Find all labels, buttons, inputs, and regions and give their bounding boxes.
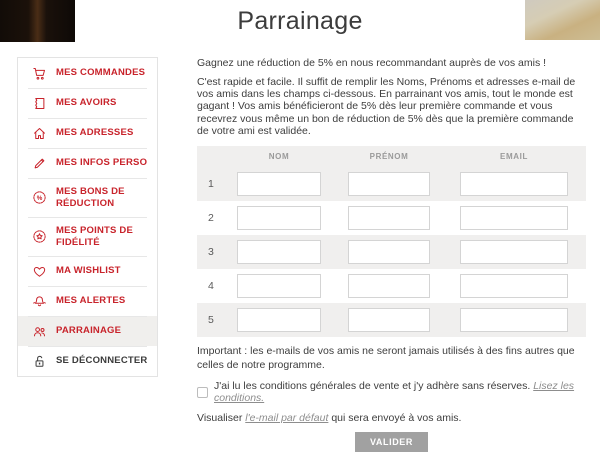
terms-checkbox[interactable] [197,387,208,398]
row-number: 5 [208,313,214,326]
sidebar-item-mes-infos-perso[interactable] [18,148,157,178]
prenom-input-row-2[interactable] [348,206,430,230]
star-badge-icon [31,229,47,244]
nom-input-row-5[interactable] [237,308,321,332]
referral-table-header [197,146,586,167]
email-input-row-4[interactable] [460,274,568,298]
sidebar-item-label: MES POINTS DE FIDÉLITÉ [56,225,134,248]
submit-row [197,432,586,452]
sidebar-item-label: MES BONS DE RÉDUCTION [56,186,125,209]
referral-row [197,269,586,303]
sidebar-item-parrainage[interactable] [18,316,157,346]
sidebar-item-label: MES COMMANDES [56,67,146,79]
people-icon [31,324,47,339]
nom-input-row-4[interactable] [237,274,321,298]
percent-badge-icon [31,190,47,205]
email-input-row-5[interactable] [460,308,568,332]
terms-row [197,380,586,404]
sidebar-item-label: MES ADRESSES [56,127,134,139]
referral-row [197,167,586,201]
cart-icon [31,66,47,81]
sidebar-item-mes-bons-de-reduction[interactable] [18,178,157,217]
referral-row [197,235,586,269]
sidebar-item-label: MES INFOS PERSO [56,157,148,169]
sidebar-item-mes-adresses[interactable] [18,118,157,148]
sidebar-item-label: MES ALERTES [56,295,126,307]
column-header-nom: NOM [268,151,290,161]
sidebar-item-mes-alertes[interactable] [18,286,157,316]
prenom-input-row-4[interactable] [348,274,430,298]
row-number: 4 [208,279,214,292]
sidebar-item-label: MA WISHLIST [56,265,121,277]
default-email-link[interactable]: l'e-mail par défaut [245,412,329,425]
sidebar-item-ma-wishlist[interactable] [18,256,157,286]
email-input-row-2[interactable] [460,206,568,230]
visualiser-suffix: qui sera envoyé à vos amis. [331,412,462,425]
description-paragraph: C'est rapide et facile. Il suffit de remplir les Noms, Prénoms et adresses e-mail de vos amis dans les champs ci-dessous. En parrainant vos amis, tout le monde est gagant ! Vos amis bénéficieront de 5% dès leur première commande et vous recevrez vous même un bon de réduction de 5% dès que la première commande de votre ami est validée. [197,76,576,137]
email-input-row-3[interactable] [460,240,568,264]
sidebar-item-mes-avoirs[interactable] [18,88,157,118]
conditions-link[interactable]: Lisez les conditions. [214,380,575,405]
referral-table [197,146,586,337]
valider-button[interactable]: VALIDER [355,432,428,452]
svg-text:%: % [36,194,42,202]
prenom-input-row-3[interactable] [348,240,430,264]
pencil-icon [31,156,47,171]
nom-input-row-3[interactable] [237,240,321,264]
home-icon [31,126,47,141]
prenom-input-row-5[interactable] [348,308,430,332]
column-header-email: EMAIL [500,151,528,161]
email-input-row-1[interactable] [460,172,568,196]
visualiser-prefix: Visualiser [197,412,243,425]
page-title: Parrainage [237,7,363,35]
referral-row [197,303,586,337]
sidebar-item-mes-points-de-fidelite[interactable] [18,217,157,256]
row-number: 1 [208,177,214,190]
heart-icon [31,264,47,279]
sidebar-item-label: PARRAINAGE [56,325,122,337]
parrainage-content [197,57,586,452]
sidebar-item-label: MES AVOIRS [56,97,117,109]
referral-row [197,201,586,235]
sidebar-item-label: SE DÉCONNECTER [56,355,148,367]
sidebar-item-mes-commandes[interactable] [18,58,157,88]
account-sidebar [17,57,158,377]
column-header-prenom: PRÉNOM [369,151,409,161]
sidebar-item-se-deconnecter[interactable] [18,346,157,376]
nom-input-row-1[interactable] [237,172,321,196]
prenom-input-row-1[interactable] [348,172,430,196]
visualiser-row [197,412,586,424]
important-note: Important : les e-mails de vos amis ne seront jamais utilisés à des fins autres que celles de notre programme. [197,344,575,371]
bell-icon [31,294,47,309]
intro-line: Gagnez une réduction de 5% en nous recommandant auprès de vos amis ! [197,57,547,69]
row-number: 3 [208,245,214,258]
row-number: 2 [208,211,214,224]
terms-label: J'ai lu les conditions générales de vente et j'y adhère sans réserves. Lisez les conditions. [214,380,575,405]
nom-input-row-2[interactable] [237,206,321,230]
padlock-open-icon [31,354,47,369]
voucher-icon [31,96,47,111]
